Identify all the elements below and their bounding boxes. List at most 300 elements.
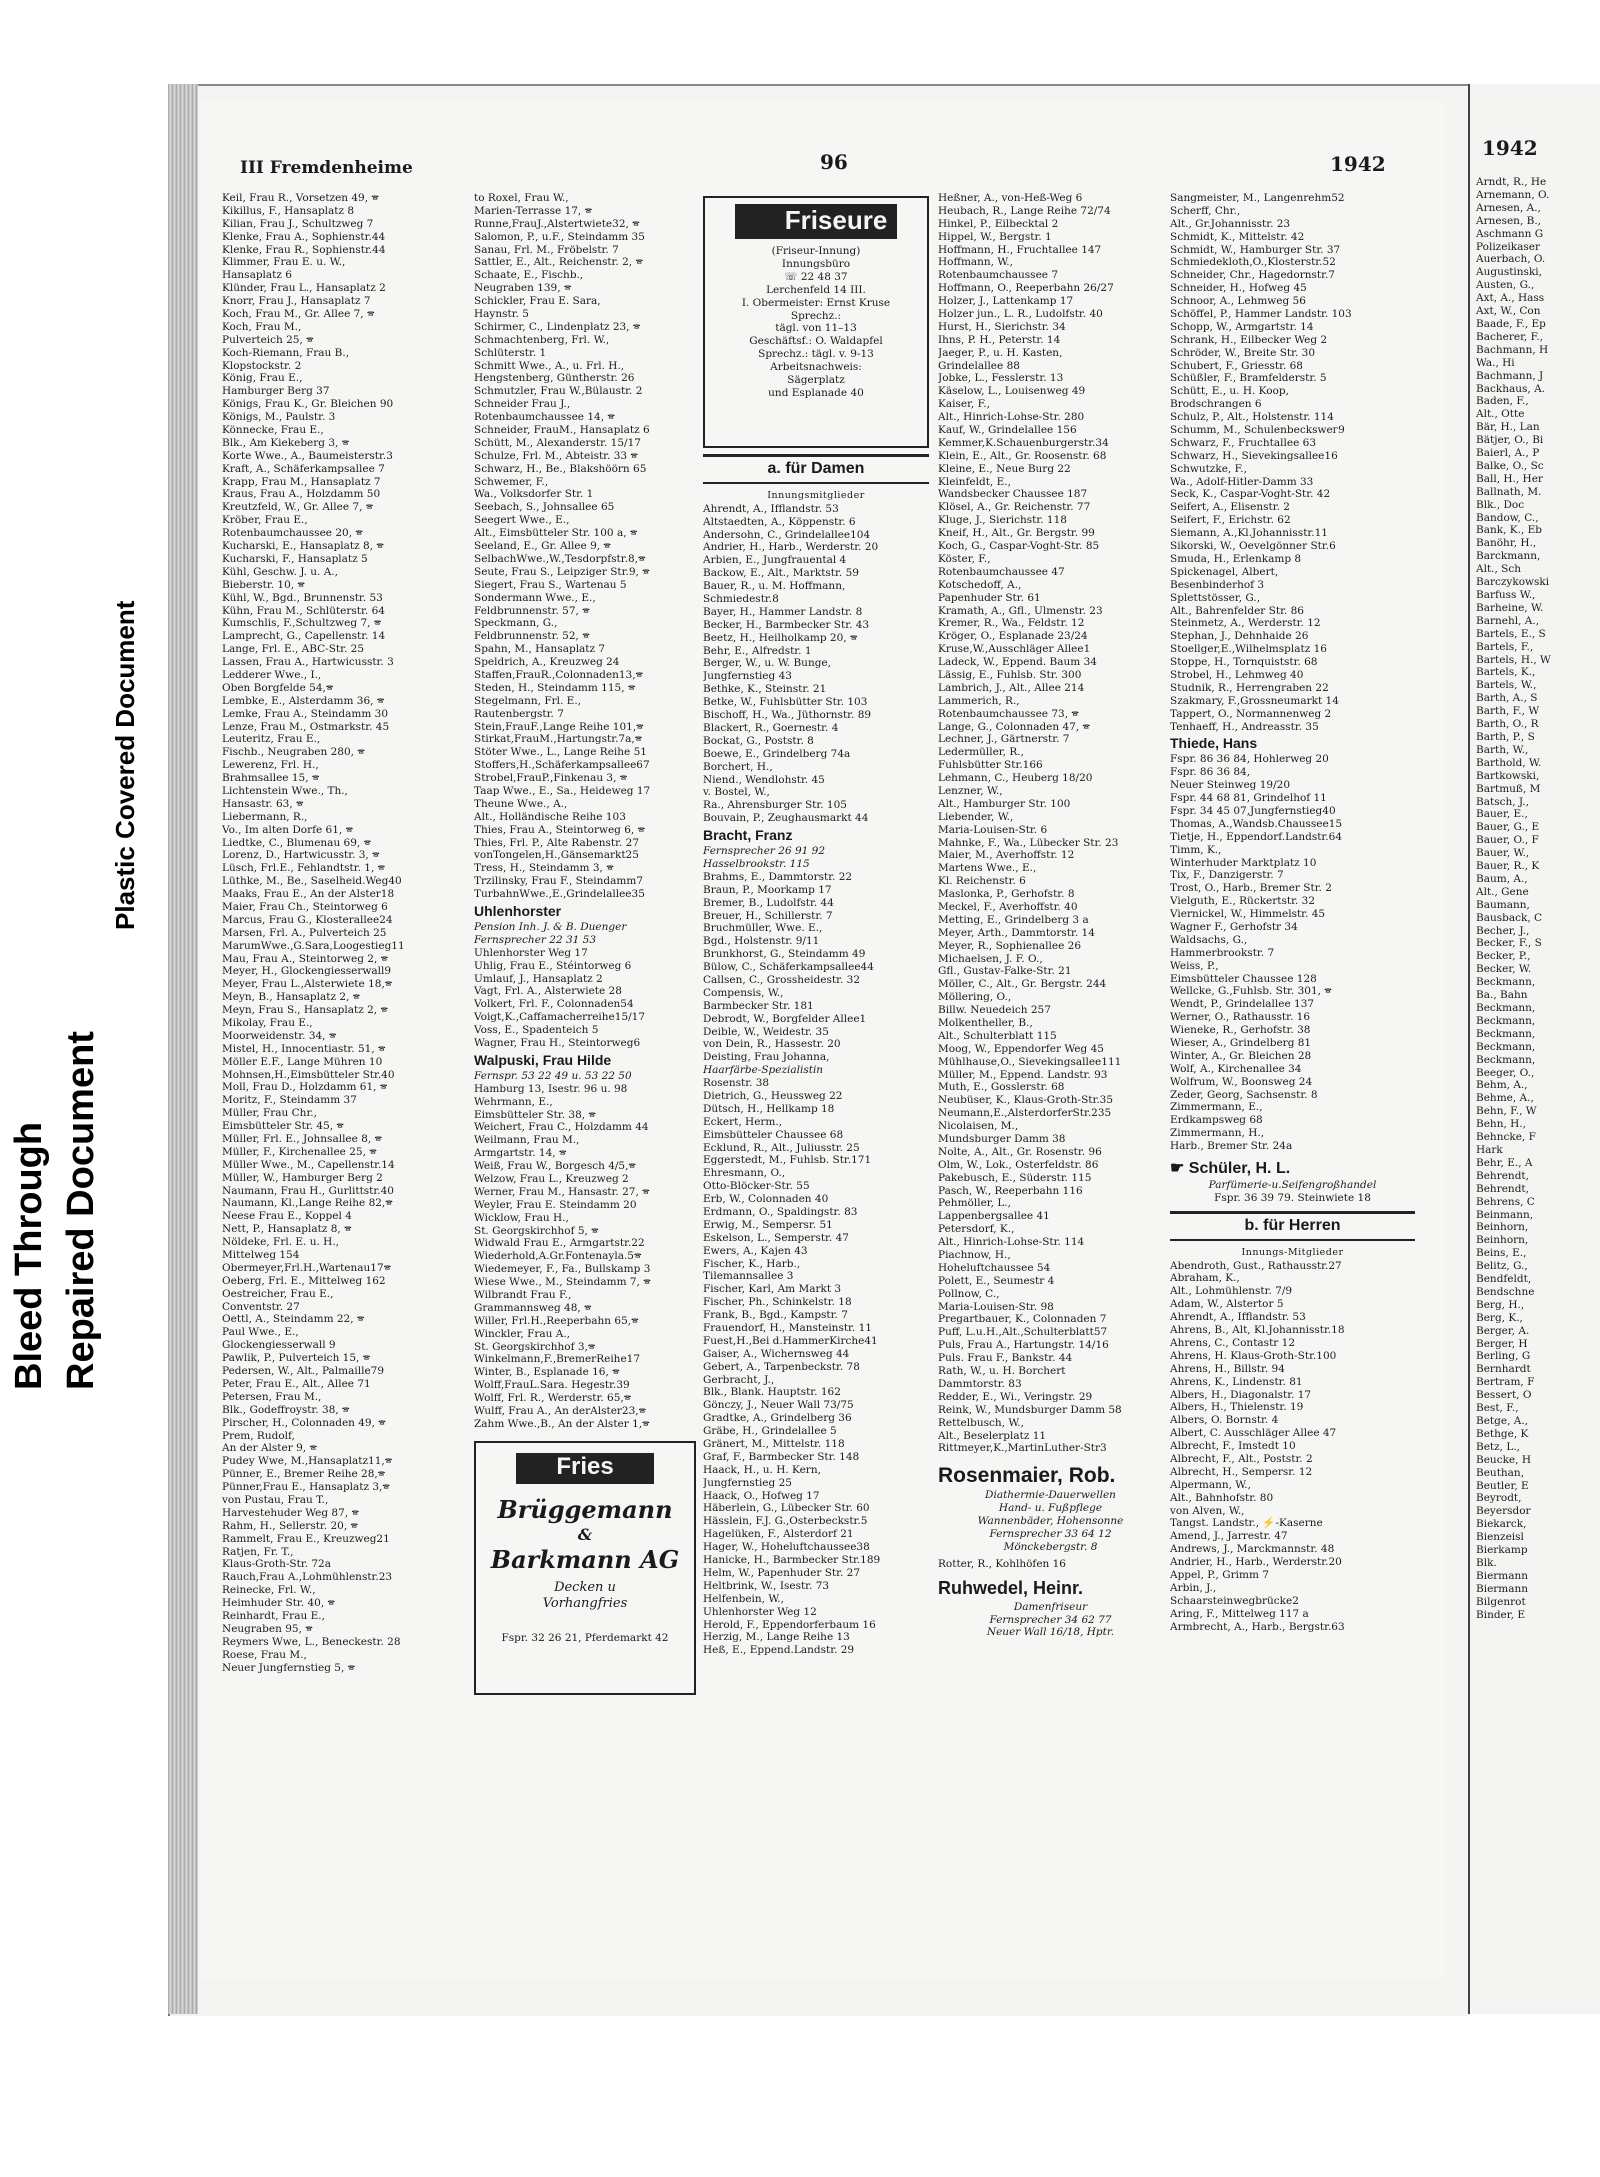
directory-entry: Augustinski, <box>1476 266 1543 279</box>
directory-entry: Reymers Wwe, L., Beneckestr. 28 <box>222 1635 401 1648</box>
directory-entry: Erb, W., Colonnaden 40 <box>703 1193 829 1206</box>
directory-entry: Kikillus, F., Hansaplatz 8 <box>222 204 355 217</box>
directory-entry: Umlauf, J., Hansaplatz 2 <box>474 972 603 985</box>
directory-entry: Conventstr. 27 <box>222 1300 300 1313</box>
directory-entry: Pünner,Frau E., Hansaplatz 3,🕿 <box>222 1481 390 1494</box>
directory-entry: Kauf, W., Grindelallee 156 <box>938 424 1077 437</box>
directory-entry: Timm, K., <box>1170 843 1222 856</box>
directory-entry: Moog, W., Eppendorfer Weg 45 <box>938 1042 1104 1055</box>
directory-entry: Meyer, R., Sophienallee 26 <box>938 939 1082 952</box>
directory-entry: Mohnsen,H.,Eimsbütteler Str.40 <box>222 1068 395 1081</box>
directory-entry: Zahm Wwe.,B., An der Alster 1,🕿 <box>474 1417 650 1430</box>
plastic-covered-label: Plastic Covered Document <box>110 600 140 930</box>
directory-entry: Becher, J., <box>1476 924 1530 937</box>
directory-entry: Helfenbein, W., <box>703 1592 784 1605</box>
directory-entry: Andrews, J., Marckmannstr. 48 <box>1170 1543 1335 1556</box>
directory-entry: Seegert Wwe., E., <box>474 514 570 527</box>
directory-entry: Smuda, H., Erlenkamp 8 <box>1170 552 1302 565</box>
directory-entry: Alt., Bahnhofstr. 80 <box>1170 1491 1274 1504</box>
adjacent-page-year: 1942 <box>1482 136 1538 160</box>
directory-entry: Weilmann, Frau M., <box>474 1134 580 1147</box>
directory-entry: Bauer, O., F <box>1476 834 1539 847</box>
directory-entry: Alt., Hinrich-Lohse-Str. 280 <box>938 411 1085 424</box>
directory-entry: Klein, E., Alt., Gr. Roosenstr. 68 <box>938 449 1107 462</box>
directory-entry: Lassen, Frau A., Hartwicusstr. 3 <box>222 656 394 669</box>
directory-entry: Korte Wwe., A., Baumeisterstr.3 <box>222 449 393 462</box>
directory-entry: Stegelmann, Frl. E., <box>474 694 582 707</box>
directory-entry: Fspr. 34 45 07,Jungfernstieg40 <box>1170 804 1336 817</box>
directory-entry: Scherff, Chr., <box>1170 204 1241 217</box>
directory-page <box>200 100 1445 1980</box>
directory-entry: Reinecke, Frl. W., <box>222 1584 316 1597</box>
directory-entry: Baumann, <box>1476 898 1530 911</box>
column-3-entries <box>703 503 929 1657</box>
directory-entry: Bauer, E., <box>1476 808 1528 821</box>
directory-entry: Walpuski, Frau Hilde <box>474 1051 612 1068</box>
directory-entry: Wicklow, Frau H., <box>474 1211 569 1224</box>
directory-entry: Berger, A. <box>1476 1324 1530 1337</box>
directory-entry: Alt., Eimsbütteler Str. 100 a, 🕿 <box>474 527 638 540</box>
directory-entry: Wiedemeyer, F., Fa., Bullskamp 3 <box>474 1263 651 1276</box>
directory-entry: Fspr. 86 36 84, <box>1170 766 1251 779</box>
directory-entry: Wehrmann, E., <box>474 1095 553 1108</box>
directory-entry: Fischb., Neugraben 280, 🕿 <box>222 746 365 759</box>
directory-entry: Tilemannsallee 3 <box>703 1270 794 1283</box>
directory-entry: Nolte, A., Alt., Gr. Rosenstr. 96 <box>938 1145 1102 1158</box>
directory-entry: Hagelüken, F., Alsterdorf 21 <box>703 1528 854 1541</box>
directory-entry: Piachnow, H., <box>938 1249 1011 1262</box>
directory-entry: Bachmann, J <box>1476 369 1544 382</box>
directory-entry: Lechner, J., Gärtnerstr. 7 <box>938 733 1070 746</box>
directory-entry: Bartmuß, M <box>1476 782 1541 795</box>
rosenmaier-line: Wannenbäder, Hohensonne <box>977 1515 1124 1528</box>
directory-entry: Bartels, W., <box>1476 679 1537 692</box>
directory-entry: Frank, B., Bgd., Kampstr. 7 <box>703 1309 848 1322</box>
directory-entry: Barmbecker Str. 181 <box>703 999 814 1012</box>
directory-entry: Arnemann, O. <box>1476 188 1550 201</box>
directory-entry: Maier, Frau Ch., Steintorweg 6 <box>222 900 388 913</box>
directory-entry: Beckmann, <box>1476 1027 1536 1040</box>
directory-entry: Bartels, K., <box>1476 666 1536 679</box>
directory-entry: Ahrens, C., Contastr 12 <box>1170 1336 1296 1349</box>
directory-entry: Möllering, O., <box>938 991 1012 1004</box>
directory-entry: An der Alster 9, 🕿 <box>222 1442 317 1455</box>
directory-entry: Rotter, R., Kohlhöfen 16 <box>938 1557 1066 1570</box>
directory-entry: Feldbrunnenstr. 52, 🕿 <box>474 630 590 643</box>
directory-entry: Kühl, Geschw. J. u. A., <box>222 565 338 578</box>
directory-entry: Beyersdor <box>1476 1505 1531 1518</box>
directory-entry: Neese Frau E., Koppel 4 <box>222 1210 352 1223</box>
directory-entry: Sangmeister, M., Langenrehm52 <box>1170 192 1345 204</box>
directory-entry: Hoffmann, O., Reeperbahn 26/27 <box>938 282 1114 295</box>
directory-entry: Stöter Wwe., L., Lange Reihe 51 <box>474 746 647 759</box>
directory-entry: Rath, W., u. H. Borchert <box>938 1365 1066 1378</box>
directory-entry: Marsen, Frl. A., Pulverteich 25 <box>222 926 387 939</box>
directory-entry: Besenbinderhof 3 <box>1170 578 1265 591</box>
directory-entry: Klimmer, Frau E. u. W., <box>222 256 346 269</box>
directory-entry: Lehmann, C., Heuberg 18/20 <box>938 772 1093 785</box>
directory-entry: Borchert, H., <box>703 760 773 773</box>
directory-entry: Adam, W., Alstertor 5 <box>1170 1298 1284 1311</box>
directory-entry: Schmiedestr.8 <box>703 593 779 606</box>
rosenmaier-line: Mönckebergstr. 8 <box>1003 1540 1098 1553</box>
directory-entry: Königs, Frau K., Gr. Bleichen 90 <box>222 398 394 411</box>
directory-entry: Thiede, Hans <box>1170 735 1258 752</box>
friseure-info-line: I. Obermeister: Ernst Kruse <box>741 296 891 309</box>
directory-entry: St. Georgskirchhof 3,🕿 <box>474 1340 596 1353</box>
directory-entry: Metting, E., Grindelberg 3 a <box>938 913 1089 926</box>
directory-entry: Beinhorn, <box>1476 1234 1529 1247</box>
friseure-info-line: Sprechz.: tägl. v. 9-13 <box>758 348 874 361</box>
directory-entry: Hamburger Berg 37 <box>222 385 330 398</box>
directory-entry: Erwig, M., Sempersr. 51 <box>703 1218 833 1231</box>
directory-entry: Klünder, Frau L., Hansaplatz 2 <box>222 282 386 295</box>
directory-entry: Schwemer, F., <box>474 475 549 488</box>
directory-entry: Olm, W., Lok., Osterfeldstr. 86 <box>938 1158 1099 1171</box>
directory-entry: Kleine, E., Neue Burg 22 <box>938 462 1071 475</box>
directory-entry: MarumWwe.,G.Sara,Loogestieg11 <box>222 939 405 952</box>
directory-entry: Hengstenberg, Güntherstr. 26 <box>474 372 635 385</box>
directory-entry: Michaelsen, J. F. O., <box>938 952 1043 965</box>
directory-entry: Backhaus, A. <box>1476 382 1545 395</box>
directory-entry: Bracht, Franz <box>703 827 793 844</box>
directory-entry: Blk., Godeffroystr. 38, 🕿 <box>222 1403 350 1416</box>
directory-entry: Ball, H., Her <box>1476 472 1543 485</box>
directory-entry: Binder, E <box>1476 1608 1525 1621</box>
friseure-info-line: Geschäftsf.: O. Waldapfel <box>749 335 883 348</box>
directory-entry: Tangst. Landstr., ⚡-Kaserne <box>1170 1517 1323 1530</box>
directory-entry: Beuthan, <box>1476 1466 1525 1479</box>
directory-entry: Bienzeisl <box>1476 1531 1524 1544</box>
directory-entry: Beinmann, <box>1476 1208 1534 1221</box>
directory-entry: Ahrens, H., Billstr. 94 <box>1170 1362 1285 1375</box>
directory-entry: Tix, F., Danzigerstr. 7 <box>1170 869 1284 882</box>
fries-ad-brand-1: Brüggemann <box>497 1494 673 1524</box>
directory-entry: Stoellger,E.,Wilhelmsplatz 16 <box>1170 643 1327 656</box>
directory-entry: Behncke, F <box>1476 1131 1536 1144</box>
directory-entry: Boewe, E., Grindelberg 74a <box>703 747 851 760</box>
directory-entry: Lässig, E., Fuhlsb. Str. 300 <box>938 668 1082 681</box>
directory-entry: Gebert, A., Tarpenbeckstr. 78 <box>703 1360 860 1373</box>
directory-entry: Bartels, F., <box>1476 640 1534 653</box>
directory-entry: Staffen,FrauR.,Colonnaden13,🕿 <box>474 668 644 681</box>
directory-entry: Eimsbütteler Str. 38, 🕿 <box>474 1108 596 1121</box>
book-spine <box>168 84 198 2014</box>
schueler-advertisement <box>1170 1159 1415 1205</box>
directory-entry: Möller E.F., Lange Mühren 10 <box>222 1055 383 1068</box>
directory-entry: Ahrens, K., Lindenstr. 81 <box>1170 1375 1303 1388</box>
directory-entry: Schopp, W., Armgartstr. 14 <box>1170 320 1314 333</box>
directory-entry: Fischer, K., Harb., <box>703 1257 801 1270</box>
directory-entry: Möller, C., Alt., Gr. Bergstr. 244 <box>938 978 1107 991</box>
directory-entry: Pedersen, W., Alt., Palmaille79 <box>222 1365 385 1378</box>
directory-entry: Wa., Volksdorfer Str. 1 <box>474 488 594 501</box>
directory-entry: Compensis, W., <box>703 986 784 999</box>
directory-entry: Beetz, H., Heilholkamp 20, 🕿 <box>703 631 858 644</box>
directory-entry: Behrendt, <box>1476 1169 1529 1182</box>
directory-entry: Ladeck, W., Eppend. Baum 34 <box>938 656 1097 669</box>
directory-entry: Jaeger, P., u. H. Kasten, <box>938 346 1063 359</box>
directory-entry: Albrecht, F., Alt., Poststr. 2 <box>1170 1452 1313 1465</box>
directory-entry: Runne,FrauJ.,Alstertwiete32, 🕿 <box>474 217 640 230</box>
directory-entry: Lappenbergsallee 41 <box>938 1210 1050 1223</box>
directory-entry: Königs, M., Paulstr. 3 <box>222 411 336 424</box>
directory-entry: SelbachWwe.,W.,Tesdorpfstr.8,🕿 <box>474 552 646 565</box>
directory-entry: Heltbrink, W., Isestr. 73 <box>703 1579 830 1592</box>
directory-entry: Kraus, Frau A., Holzdamm 50 <box>222 488 381 501</box>
directory-entry: Rammelt, Frau E., Kreuzweg21 <box>222 1532 390 1545</box>
directory-entry: Blackert, R., Goernestr. 4 <box>703 721 839 734</box>
schueler-name <box>1170 1159 1415 1179</box>
directory-entry: Trost, O., Harb., Bremer Str. 2 <box>1170 882 1332 895</box>
directory-entry: Eggerstedt, M., Fuhlsb. Str.171 <box>703 1154 872 1167</box>
directory-entry: Seifert, A., Elisenstr. 2 <box>1170 501 1290 514</box>
directory-entry: Viernickel, W., Himmelstr. 45 <box>1170 908 1326 921</box>
directory-entry: Pawlik, P., Pulverteich 15, 🕿 <box>222 1352 371 1365</box>
directory-entry: Stein,FrauF.,Lange Reihe 101,🕿 <box>474 720 644 733</box>
directory-entry: Spickenagel, Albert, <box>1170 565 1279 578</box>
directory-entry: Wagner F., Gerhofstr 34 <box>1170 920 1298 933</box>
directory-entry: Schirmer, C., Lindenplatz 23, 🕿 <box>474 320 641 333</box>
directory-entry: Strobel,FrauP.,Finkenau 3, 🕿 <box>474 772 628 785</box>
directory-entry: Tietje, H., Eppendorf.Landstr.64 <box>1170 830 1342 843</box>
directory-entry: Albert, C. Ausschläger Allee 47 <box>1170 1427 1337 1440</box>
directory-entry: Pudey Wwe, M.,Hansaplatz11,🕿 <box>222 1455 393 1468</box>
fries-ad-title: Fries <box>516 1453 654 1484</box>
directory-entry: Polett, E., Seumestr 4 <box>938 1274 1055 1287</box>
directory-entry: Harb., Bremer Str. 24a <box>1170 1140 1293 1153</box>
directory-entry: Bauer, G., E <box>1476 821 1540 834</box>
directory-entry: Billw. Neuedeich 257 <box>938 1004 1051 1017</box>
directory-entry: Neugraben 139, 🕿 <box>474 282 572 295</box>
directory-entry: Krapp, Frau M., Hansaplatz 7 <box>222 475 381 488</box>
bleed-through-label: Bleed Through <box>8 1121 50 1390</box>
directory-entry: Waldsachs, G., <box>1170 933 1248 946</box>
directory-entry: Deible, W., Weidestr. 35 <box>703 1025 829 1038</box>
directory-entry: Wieser, A., Grindelberg 81 <box>1170 1037 1312 1049</box>
directory-entry: Dietrich, G., Heussweg 22 <box>703 1089 843 1102</box>
directory-entry: Wolfrum, W., Boonsweg 24 <box>1170 1075 1313 1088</box>
directory-entry: Eimsbütteler Chaussee 68 <box>703 1128 844 1141</box>
column-5-entries <box>1170 192 1415 1153</box>
directory-entry: Weiss, P., <box>1170 959 1219 972</box>
directory-entry: Klenke, Frau R., Sophienstr.44 <box>222 243 386 256</box>
directory-entry: Berling, G <box>1476 1350 1531 1363</box>
directory-entry: Bandow, C., <box>1476 511 1539 524</box>
directory-entry: Brahms, E., Dammtorstr. 22 <box>703 870 853 883</box>
directory-entry: Weichert, Frau C., Holzdamm 44 <box>474 1121 649 1134</box>
directory-entry: Schöffel, P., Hammer Landstr. 103 <box>1170 308 1352 321</box>
directory-entry: Erdkampsweg 68 <box>1170 1114 1263 1127</box>
rosenmaier-advertisement <box>938 1463 1163 1553</box>
directory-entry: Wieneke, R., Gerhofstr. 38 <box>1170 1024 1311 1037</box>
directory-entry: Vo., Im alten Dorfe 61, 🕿 <box>222 823 354 836</box>
directory-entry: Zimmermann, H., <box>1170 1127 1265 1140</box>
directory-entry: Albers, H., Diagonalstr. 17 <box>1170 1388 1312 1401</box>
directory-entry: Gönczy, J., Neuer Wall 73/75 <box>703 1399 854 1412</box>
directory-entry: Naumann, Kl.,Lange Reihe 82,🕿 <box>222 1197 393 1210</box>
directory-entry: Schwarz, F., Fruchtallee 63 <box>1170 436 1317 449</box>
directory-entry: Haack, H., u. H. Kern, <box>703 1463 821 1476</box>
directory-entry: Kumschlis, F.,Schultzweg 7, 🕿 <box>222 617 382 630</box>
directory-entry: Seifert, F., Erichstr. 62 <box>1170 514 1291 527</box>
directory-entry: vonTongelen,H.,Gänsemarkt25 <box>474 849 639 862</box>
directory-entry: Deisting, Frau Johanna, <box>703 1051 830 1064</box>
directory-entry: Voss, E., Spadenteich 5 <box>474 1024 599 1037</box>
directory-entry: Molkentheller, B., <box>938 1017 1033 1029</box>
directory-entry: Müller, M., Eppend. Landstr. 93 <box>938 1068 1108 1081</box>
directory-entry: Albrecht, F., Imstedt 10 <box>1170 1440 1296 1453</box>
directory-entry: Otto-Blöcker-Str. 55 <box>703 1180 810 1193</box>
directory-entry: Lange, Frl. E., ABC-Str. 25 <box>222 643 365 656</box>
directory-entry: Eimsbütteler Chaussee 128 <box>1170 972 1317 985</box>
directory-entry: von Alven, W., <box>1170 1504 1245 1517</box>
directory-entry: Siemann, A.,Kl.Johannisstr.11 <box>1170 527 1328 540</box>
directory-entry: Schmitt Wwe., A., u. Frl. H., <box>474 359 625 372</box>
friseure-info-line: Innungsbüro <box>781 258 851 271</box>
directory-entry: Maria-Louisen-Str. 6 <box>938 823 1048 836</box>
rosenmaier-details <box>938 1489 1163 1553</box>
column-2 <box>474 192 696 1699</box>
friseure-info-line: (Friseur-Innung) <box>771 245 861 258</box>
directory-entry: Koch, Frau M., <box>222 320 302 333</box>
directory-entry: Studnik, R., Herrengraben 22 <box>1170 681 1329 694</box>
directory-entry: Pollnow, C., <box>938 1287 1000 1300</box>
directory-entry: Barnehl, A., <box>1476 614 1540 627</box>
directory-entry: Neuer Jungfernstieg 5, 🕿 <box>222 1661 356 1674</box>
directory-entry: Szakmary, F.,Grossneumarkt 14 <box>1170 694 1339 707</box>
directory-entry: Bank, K., Eb <box>1476 524 1543 537</box>
directory-entry: Bendschne <box>1476 1285 1535 1298</box>
directory-entry: Hässlein, F.J. G.,Osterbeckstr.5 <box>703 1515 868 1528</box>
column-5-herren-entries <box>1170 1260 1415 1634</box>
directory-entry: Blk., Am Kiekeberg 3, 🕿 <box>222 436 350 449</box>
directory-entry: Maria-Louisen-Str. 98 <box>938 1300 1054 1313</box>
directory-entry: Betke, W., Fuhlsbütter Str. 103 <box>703 696 868 709</box>
fries-ad-phone: Fspr. 32 26 21, Pferdemarkt 42 <box>501 1631 669 1644</box>
directory-entry: König, Frau E., <box>222 372 303 385</box>
directory-entry: Fischer, Ph., Schinkelstr. 18 <box>703 1296 852 1309</box>
directory-entry: Kaiser, F., <box>938 398 990 411</box>
section-heading-herren: b. für Herren <box>1170 1211 1415 1241</box>
directory-entry: Seeland, E., Gr. Allee 9, 🕿 <box>474 540 611 553</box>
scissors-logo-icon <box>745 205 779 239</box>
directory-entry: Heßner, A., von-Heß-Weg 6 <box>938 192 1083 204</box>
directory-entry: Barth, F., W <box>1476 705 1540 718</box>
directory-entry: Häberlein, G., Lübecker Str. 60 <box>703 1502 870 1515</box>
directory-entry: Schickler, Frau E. Sara, <box>474 295 601 308</box>
column-4-entries-after <box>938 1558 1163 1571</box>
directory-entry: Klenke, Frau A., Sophienstr.44 <box>222 230 386 243</box>
directory-entry: Reinhardt, Frau E., <box>222 1609 325 1622</box>
directory-entry: Rittmeyer,K.,MartinLuther-Str3 <box>938 1442 1107 1455</box>
directory-entry: Lüthke, M., Be., Saselheid.Weg40 <box>222 875 402 888</box>
directory-entry: Banöhr, H., <box>1476 537 1537 550</box>
directory-entry: Hasselbrookstr. 115 <box>703 857 810 870</box>
directory-entry: Alt., Otte <box>1476 408 1525 421</box>
directory-entry: Maier, M., Averhoffstr. 12 <box>938 849 1075 862</box>
directory-entry: Winckler, Frau A., <box>474 1327 571 1340</box>
directory-entry: Stirkat,FrauM.,Hartungstr.7a,🕿 <box>474 733 643 746</box>
directory-entry: Gränert, M., Mittelstr. 118 <box>703 1438 845 1451</box>
directory-entry: Ratjen, Fr. T., <box>222 1545 294 1558</box>
directory-entry: Rotenbaumchaussee 7 <box>938 269 1059 282</box>
directory-entry: Schumm, M., Schulenbeckswег9 <box>1170 424 1345 437</box>
directory-entry: Grindelallee 88 <box>938 359 1020 372</box>
directory-entry: Lambrich, J., Alt., Allee 214 <box>938 681 1085 694</box>
directory-entry: Meyn, B., Hansaplatz 2, 🕿 <box>222 991 361 1004</box>
friseure-info-line: und Esplanade 40 <box>768 386 864 399</box>
directory-entry: Dammtorstr. 83 <box>938 1377 1022 1390</box>
directory-entry: Schlüterstr. 1 <box>474 346 547 359</box>
directory-entry: Albrecht, H., Sempersr. 12 <box>1170 1465 1313 1478</box>
pointing-hand-icon: ☛ <box>1170 1160 1189 1178</box>
directory-entry: Bgd., Holstenstr. 9/11 <box>703 935 820 948</box>
directory-entry: Bausback, C <box>1476 911 1543 924</box>
directory-entry: to Roxel, Frau W., <box>474 192 569 204</box>
directory-entry: Muth, E., Gosslerstr. 68 <box>938 1081 1065 1094</box>
directory-entry: v. Bostel, W., <box>703 786 770 799</box>
directory-entry: Oeberg, Frl. E., Mittelweg 162 <box>222 1274 386 1287</box>
directory-entry: Thies, Frl. P., Alte Rabenstr. 27 <box>474 836 640 849</box>
directory-entry: Uhlenhorster Weg 17 <box>474 946 588 959</box>
directory-entry: Fspr. 44 68 81, Grindelhof 11 <box>1170 792 1327 805</box>
directory-entry: Schmiedekloth,O.,Klosterstr.52 <box>1170 256 1336 269</box>
adjacent-page <box>1468 84 1600 2014</box>
directory-entry: Gerbracht, J., <box>703 1373 775 1386</box>
directory-entry: Meyer, Frau L.,Alsterwiete 18,🕿 <box>222 978 393 991</box>
directory-entry: Schmachtenberg, Frl. W., <box>474 333 610 346</box>
directory-entry: Widwald Frau E., Armgartstr.22 <box>474 1237 645 1250</box>
directory-entry: Mistel, H., Innocentiastr. 51, 🕿 <box>222 1042 386 1055</box>
directory-entry: Helm, W., Papenhuder Str. 27 <box>703 1566 861 1579</box>
directory-entry: Bremer, B., Ludolfstr. 44 <box>703 896 834 909</box>
section-title: III Fremdenheime <box>240 158 413 178</box>
directory-entry: Meckel, F., Averhoffstr. 40 <box>938 900 1078 913</box>
directory-entry: Betge, A., <box>1476 1415 1529 1427</box>
directory-entry: Bouvain, P., Zeughausmarkt 44 <box>703 812 869 825</box>
directory-entry: Ahrens, H. Klaus-Groth-Str.100 <box>1170 1349 1337 1362</box>
directory-entry: Bethge, K <box>1476 1427 1529 1440</box>
directory-entry: Fernsprecher 22 31 53 <box>474 933 597 946</box>
directory-entry: Hurst, H., Sierichstr. 34 <box>938 320 1066 333</box>
directory-entry: Meyn, Frau S., Hansaplatz 2, 🕿 <box>222 1004 388 1017</box>
directory-entry: Seebach, S., Johnsallee 65 <box>474 501 615 514</box>
directory-entry: Armbrecht, A., Harb., Bergstr.63 <box>1170 1620 1345 1633</box>
fries-advertisement <box>474 1441 696 1695</box>
directory-entry: Zeder, Georg, Sachsenstr. 8 <box>1170 1088 1318 1101</box>
directory-entry: Baum, A., <box>1476 872 1528 885</box>
directory-entry: Liebermann, R., <box>222 810 308 823</box>
schueler-line-2: Fspr. 36 39 79. Steinwiete 18 <box>1214 1191 1371 1204</box>
directory-entry: Meyer, H., Glockengiesserwall9 <box>222 965 392 978</box>
directory-entry: Puff, L.u.H.,Alt.,Schulterblatt57 <box>938 1326 1108 1339</box>
directory-entry: Kühl, W., Bgd., Brunnenstr. 53 <box>222 591 383 604</box>
directory-entry: Käselow, L., Louisenweg 49 <box>938 385 1086 398</box>
directory-entry: Bätjer, O., Bi <box>1476 434 1544 447</box>
directory-entry: Behrendt, <box>1476 1182 1529 1195</box>
directory-entry: Uhlig, Frau E., Stéintorweg 6 <box>474 959 632 972</box>
directory-entry: Beins, E., <box>1476 1247 1527 1260</box>
directory-entry: Lenze, Frau M., Ostmarkstr. 45 <box>222 720 390 733</box>
directory-entry: Schmidt, K., Mittelstr. 42 <box>1170 230 1305 243</box>
directory-entry: Sattler, E., Alt., Reichenstr. 2, 🕿 <box>474 256 643 269</box>
directory-entry: Kneif, H., Alt., Gr. Bergstr. 99 <box>938 527 1095 540</box>
rosenmaier-name: Rosenmaier, Rob. <box>938 1464 1116 1488</box>
directory-entry: Schneider, FrauM., Hansaplatz 6 <box>474 424 650 437</box>
directory-entry: Tappert, O., Normannenweg 2 <box>1170 707 1332 720</box>
directory-entry: Kotschedoff, A., <box>938 578 1022 591</box>
